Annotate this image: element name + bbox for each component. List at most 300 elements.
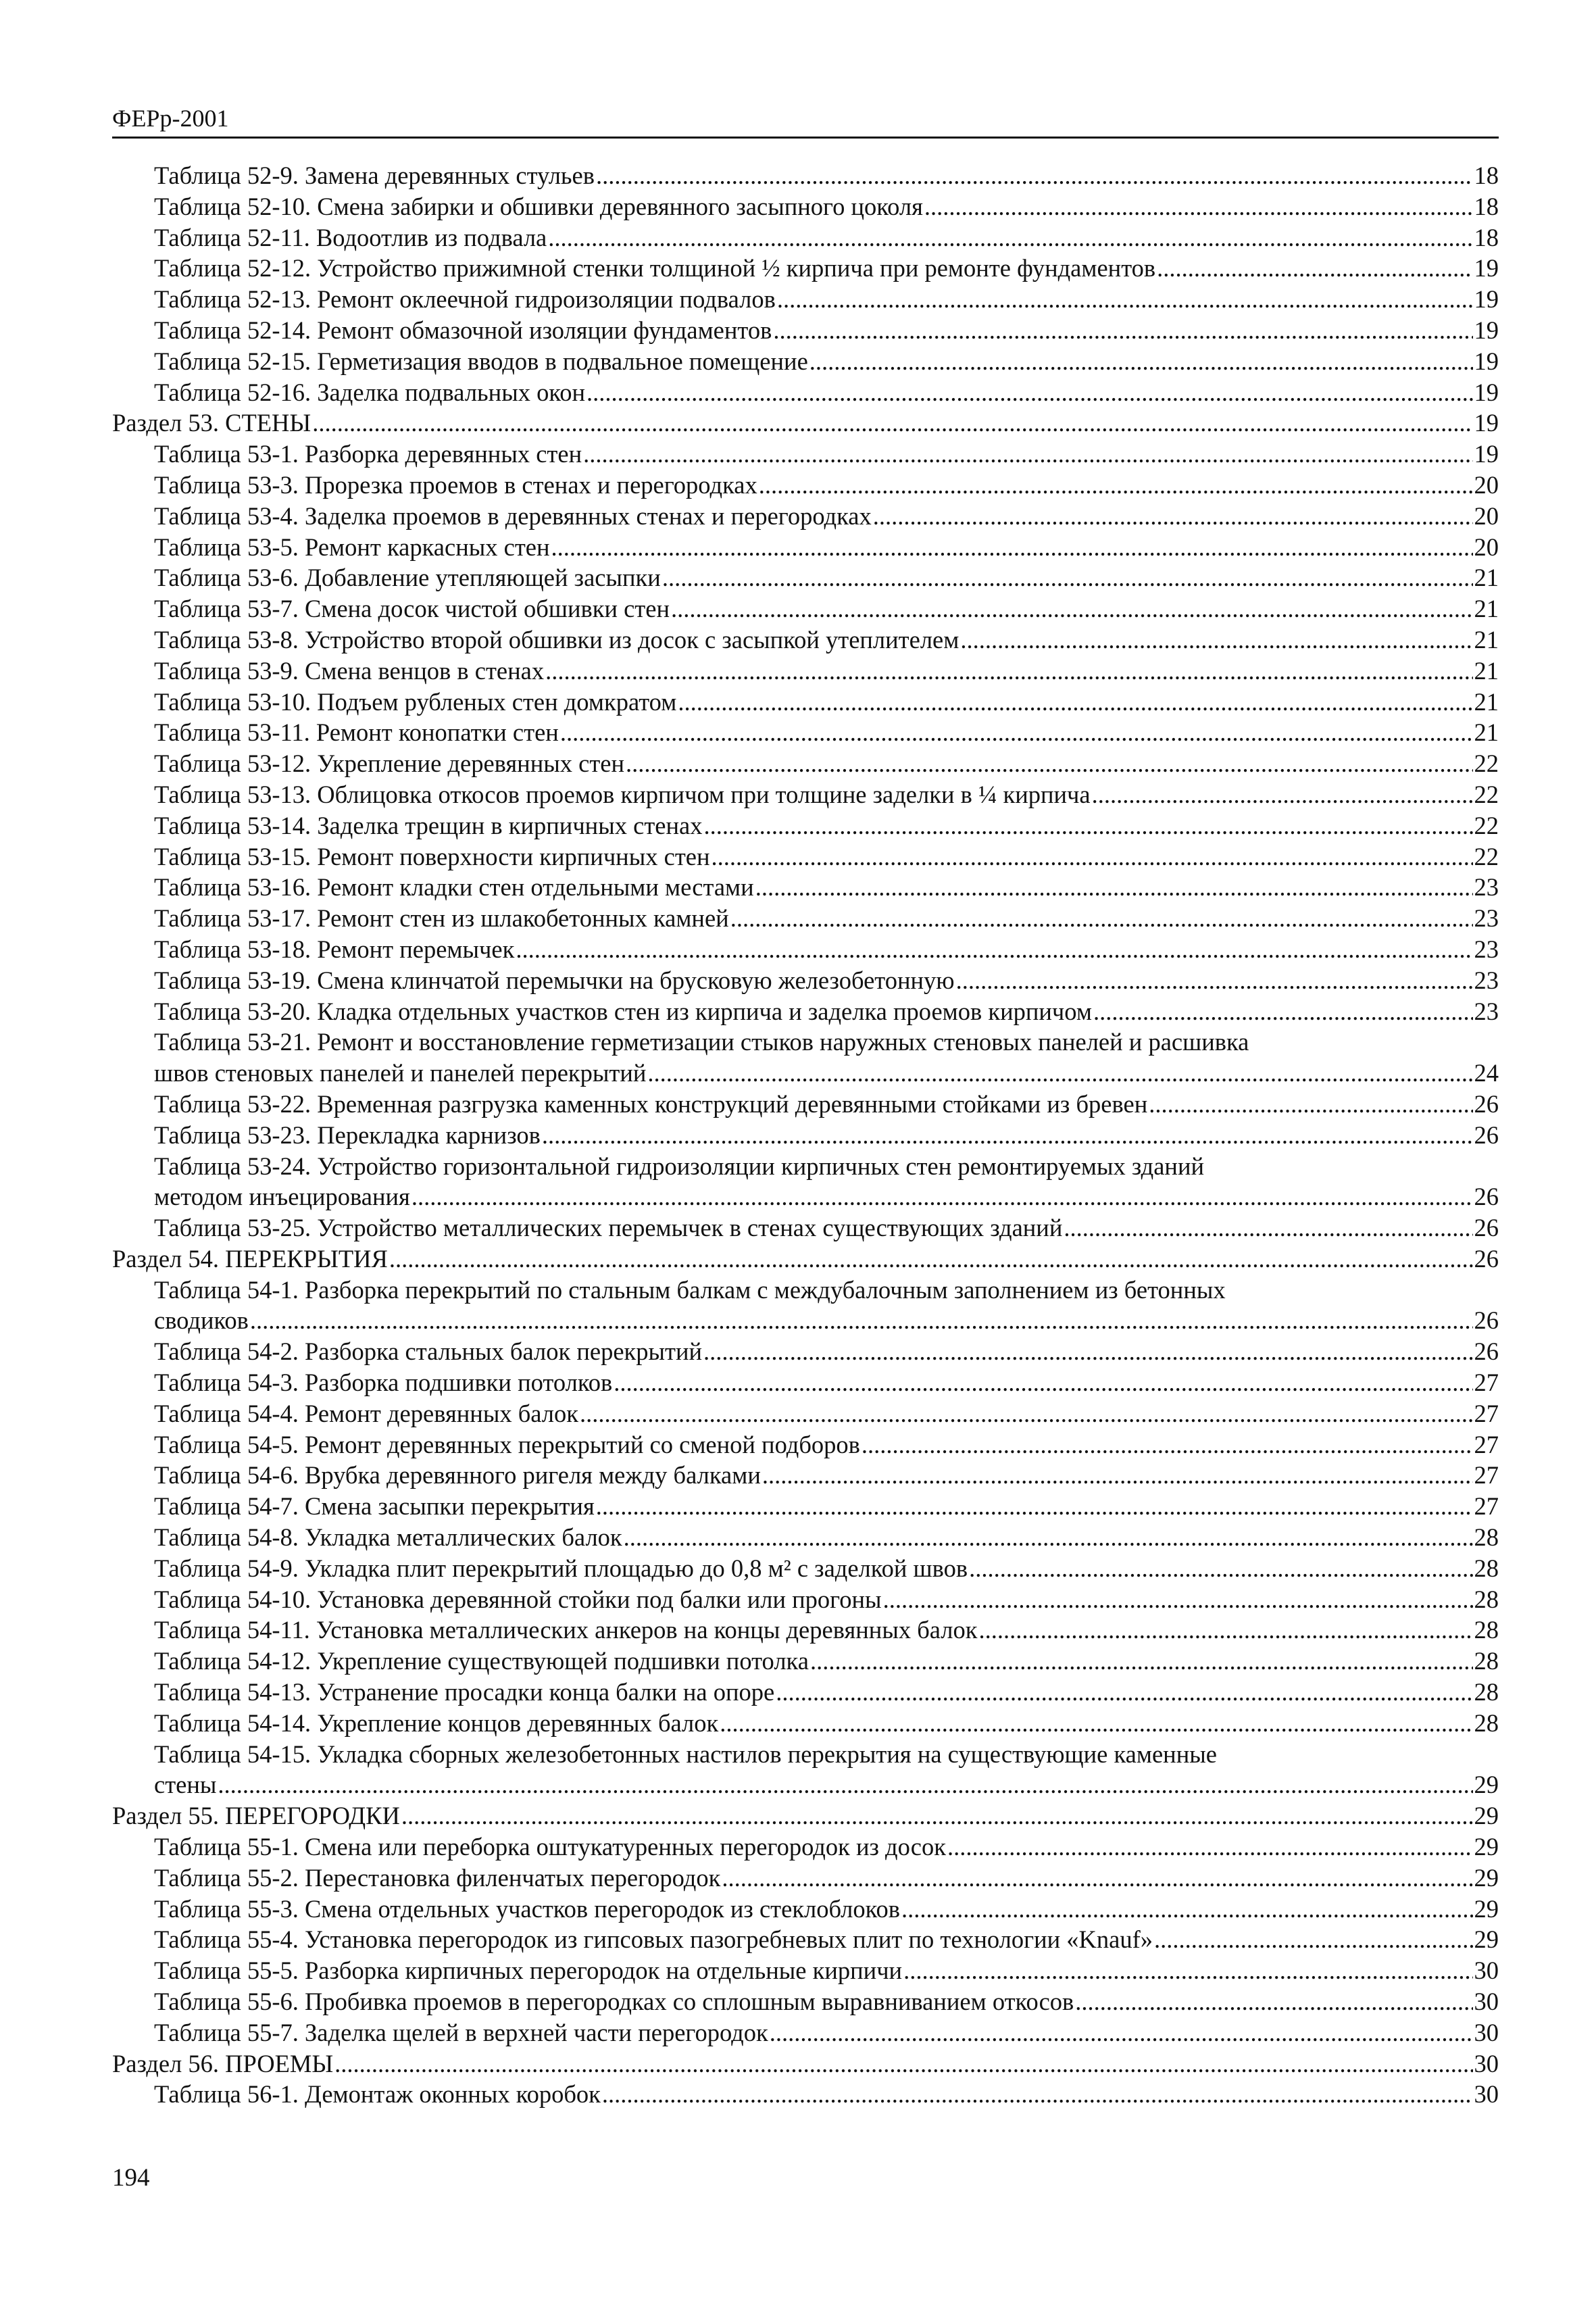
toc-entry-line	[112, 2079, 1499, 2110]
dot-leader	[626, 748, 1472, 779]
toc-table-entry[interactable]	[112, 1367, 1499, 1398]
toc-entry-line	[112, 377, 1499, 408]
dot-leader	[624, 1522, 1473, 1553]
toc-entry-page-number: 24	[1474, 1059, 1499, 1087]
dot-leader	[730, 903, 1473, 934]
toc-entry-page-number: 23	[1474, 966, 1499, 994]
toc-entry-line	[112, 532, 1499, 563]
toc-entry-line	[112, 748, 1499, 779]
toc-entry-line	[112, 1955, 1499, 1986]
toc-entry-line	[112, 1398, 1499, 1429]
toc-entry-title: Таблица 53-16. Ремонт кладки стен отдельными местами	[154, 873, 754, 902]
toc-table-entry[interactable]	[112, 717, 1499, 748]
toc-entry-line	[112, 1986, 1499, 2017]
dot-leader	[312, 408, 1472, 439]
toc-entry-page-number: 29	[1474, 1863, 1499, 1892]
toc-entry-title: Раздел 54. ПЕРЕКРЫТИЯ	[112, 1244, 388, 1273]
toc-entry-title: Таблица 53-20. Кладка отдельных участков стен из кирпича и заделка проемов кирпичом	[154, 997, 1092, 1025]
toc-entry-page-number: 27	[1474, 1399, 1499, 1427]
toc-entry-title: Таблица 54-11. Установка металлических анкеров на концы деревянных балок	[154, 1616, 978, 1644]
toc-entry-title: Таблица 52-9. Замена деревянных стульев	[154, 162, 595, 189]
toc-table-entry[interactable]	[112, 996, 1499, 1027]
toc-table-entry[interactable]	[112, 1212, 1499, 1244]
toc-entry-title: Таблица 53-9. Смена венцов в стенах	[154, 656, 545, 685]
toc-entry-page-number: 29	[1474, 1925, 1499, 1954]
document-code: ФЕРр-2001	[112, 105, 229, 132]
toc-entry-page-number: 19	[1474, 254, 1499, 282]
dot-leader	[545, 656, 1472, 687]
toc-entry-title: Таблица 54-3. Разборка подшивки потолков	[154, 1369, 613, 1397]
dot-leader	[1075, 1986, 1472, 2017]
dot-leader	[587, 377, 1472, 408]
toc-entry-title: Таблица 54-2. Разборка стальных балок перекрытий	[154, 1337, 703, 1366]
toc-entry-title: Таблица 52-14. Ремонт обмазочной изоляции фундаментов	[154, 316, 772, 344]
toc-entry-line	[112, 253, 1499, 284]
toc-entry-line	[112, 2017, 1499, 2048]
toc-entry-line	[112, 996, 1499, 1027]
toc-entry-page-number: 28	[1474, 1616, 1499, 1644]
dot-leader	[602, 2079, 1473, 2110]
toc-entry-line	[112, 687, 1499, 718]
toc-table-entry[interactable]	[112, 624, 1499, 656]
dot-leader	[662, 562, 1473, 593]
toc-entry-page-number: 28	[1474, 1585, 1499, 1613]
dot-leader	[671, 593, 1473, 624]
toc-entry-page-number: 18	[1474, 223, 1499, 251]
toc-table-entry[interactable]	[112, 1429, 1499, 1460]
toc-table-entry[interactable]	[112, 593, 1499, 624]
toc-section-entry[interactable]	[112, 1244, 1499, 1275]
toc-entry-page-number: 19	[1474, 440, 1499, 468]
toc-entry-line	[112, 470, 1499, 501]
dot-leader	[883, 1584, 1473, 1615]
dot-leader	[960, 624, 1472, 656]
dot-leader	[924, 191, 1473, 222]
toc-table-entry[interactable]	[112, 1986, 1499, 2017]
toc-entry-page-number: 28	[1474, 1554, 1499, 1582]
toc-entry-page-number: 27	[1474, 1369, 1499, 1397]
toc-entry-page-number: 19	[1474, 347, 1499, 375]
dot-leader	[947, 1831, 1473, 1863]
toc-entry-line	[112, 1831, 1499, 1863]
toc-entry-line	[112, 1522, 1499, 1553]
dot-leader	[873, 501, 1473, 532]
toc-table-entry[interactable]	[112, 191, 1499, 222]
toc-table-entry[interactable]	[112, 315, 1499, 346]
toc-entry-title: Таблица 55-7. Заделка щелей в верхней части перегородок	[154, 2018, 768, 2046]
toc-entry-title: Таблица 53-13. Облицовка откосов проемов кирпичом при толщине заделки в ¼ кирпича	[154, 780, 1091, 808]
dot-leader	[678, 687, 1472, 718]
toc-entry-line	[112, 222, 1499, 253]
toc-entry-page-number: 28	[1474, 1647, 1499, 1675]
toc-entry-page-number: 27	[1474, 1461, 1499, 1490]
dot-leader	[1092, 779, 1473, 810]
toc-table-entry[interactable]	[112, 222, 1499, 253]
toc-table-entry[interactable]	[112, 1739, 1499, 1801]
dot-leader	[777, 284, 1473, 315]
toc-table-entry[interactable]	[112, 501, 1499, 532]
toc-entry-page-number: 26	[1474, 1089, 1499, 1118]
toc-entry-page-number: 30	[1474, 1956, 1499, 1985]
toc-entry-line	[112, 841, 1499, 872]
dot-leader	[412, 1181, 1473, 1212]
toc-entry-title-first-line: Таблица 53-24. Устройство горизонтальной гидроизоляции кирпичных стен ремонтируемых зданий	[154, 1152, 1205, 1180]
toc-entry-title: Таблица 53-11. Ремонт конопатки стен	[154, 718, 559, 747]
toc-section-entry[interactable]	[112, 1800, 1499, 1831]
toc-table-entry[interactable]	[112, 872, 1499, 903]
toc-table-entry[interactable]	[112, 1924, 1499, 1955]
toc-entry-title-first-line: Таблица 54-15. Укладка сборных железобетонных настилов перекрытия на существующие каменные	[154, 1740, 1217, 1768]
dot-leader	[580, 1398, 1472, 1429]
toc-table-entry[interactable]	[112, 470, 1499, 501]
toc-entry-page-number: 23	[1474, 997, 1499, 1025]
toc-entry-page-number: 26	[1474, 1244, 1499, 1273]
dot-leader	[759, 470, 1473, 501]
toc-entry-title: Таблица 55-4. Установка перегородок из гипсовых пазогребневых плит по технологии «Knauf»	[154, 1925, 1153, 1954]
toc-entry-title: Таблица 53-23. Перекладка карнизов	[154, 1121, 541, 1149]
toc-table-entry[interactable]	[112, 377, 1499, 408]
toc-table-entry[interactable]	[112, 779, 1499, 810]
toc-entry-page-number: 29	[1474, 1771, 1499, 1799]
toc-entry-title: Таблица 53-1. Разборка деревянных стен	[154, 440, 582, 468]
toc-table-entry[interactable]	[112, 965, 1499, 996]
toc-entry-title: стены	[154, 1771, 217, 1799]
toc-entry-line	[112, 717, 1499, 748]
toc-entry-title: Таблица 53-3. Прорезка проемов в стенах и перегородках	[154, 470, 757, 499]
toc-entry-page-number: 21	[1474, 718, 1499, 747]
toc-entry-title: Раздел 53. СТЕНЫ	[112, 409, 311, 437]
toc-entry-page-number: 30	[1474, 2049, 1499, 2077]
toc-entry-title-first-line: Таблица 54-1. Разборка перекрытий по стальным балкам с междубалочным заполнением из бетонных	[154, 1275, 1226, 1304]
toc-table-entry[interactable]	[112, 284, 1499, 315]
toc-entry-page-number: 26	[1474, 1121, 1499, 1149]
toc-entry-title: Таблица 52-12. Устройство прижимной стенки толщиной ½ кирпича при ремонте фундаментов	[154, 254, 1156, 282]
toc-entry-title: Таблица 53-4. Заделка проемов в деревянных стенах и перегородках	[154, 501, 872, 530]
toc-entry-page-number: 29	[1474, 1894, 1499, 1923]
toc-entry-line	[112, 965, 1499, 996]
toc-entry-page-number: 19	[1474, 378, 1499, 406]
toc-entry-line	[112, 1181, 1499, 1212]
toc-entry-page-number: 23	[1474, 935, 1499, 963]
toc-table-entry[interactable]	[112, 2017, 1499, 2048]
toc-table-entry[interactable]	[112, 1491, 1499, 1522]
toc-entry-page-number: 22	[1474, 780, 1499, 808]
toc-entry-page-number: 27	[1474, 1492, 1499, 1521]
toc-entry-line	[112, 1800, 1499, 1831]
toc-entry-page-number: 26	[1474, 1214, 1499, 1242]
toc-entry-line	[112, 810, 1499, 841]
toc-table-entry[interactable]	[112, 1398, 1499, 1429]
toc-entry-title: Таблица 54-7. Смена засыпки перекрытия	[154, 1492, 595, 1521]
toc-entry-title: Таблица 54-14. Укрепление концов деревянных балок	[154, 1708, 719, 1737]
toc-entry-title: Таблица 53-6. Добавление утепляющей засыпки	[154, 564, 661, 592]
toc-entry-line	[112, 779, 1499, 810]
toc-entry-page-number: 21	[1474, 595, 1499, 623]
toc-entry-title: Таблица 53-8. Устройство второй обшивки из досок с засыпкой утеплителем	[154, 625, 959, 654]
toc-table-entry[interactable]	[112, 160, 1499, 191]
toc-entry-line	[112, 1120, 1499, 1151]
toc-entry-title: Таблица 54-13. Устранение просадки конца балки на опоре	[154, 1678, 775, 1706]
dot-leader	[548, 222, 1472, 253]
toc-entry-line	[112, 1708, 1499, 1739]
dot-leader	[776, 1677, 1472, 1708]
toc-table-entry[interactable]	[112, 1708, 1499, 1739]
toc-entry-title: Таблица 54-5. Ремонт деревянных перекрытий со сменой подборов	[154, 1430, 860, 1458]
toc-entry-line	[112, 1429, 1499, 1460]
toc-entry-title: Таблица 53-18. Ремонт перемычек	[154, 935, 515, 963]
toc-entry-line	[112, 934, 1499, 965]
toc-table-entry[interactable]	[112, 1831, 1499, 1863]
toc-entry-line	[112, 2048, 1499, 2079]
toc-entry-title: Таблица 53-22. Временная разгрузка каменных конструкций деревянными стойками из бревен	[154, 1089, 1148, 1118]
dot-leader	[334, 2048, 1472, 2079]
toc-entry-title: Таблица 53-25. Устройство металлических перемычек в стенах существующих зданий	[154, 1214, 1063, 1242]
toc-entry-page-number: 23	[1474, 904, 1499, 933]
toc-entry-line	[112, 1336, 1499, 1367]
dot-leader	[596, 160, 1473, 191]
toc-entry-title: Таблица 54-6. Врубка деревянного ригеля между балками	[154, 1461, 761, 1490]
dot-leader	[516, 934, 1472, 965]
toc-entry-page-number: 22	[1474, 842, 1499, 870]
toc-entry-line	[112, 1460, 1499, 1491]
toc-table-entry[interactable]	[112, 1089, 1499, 1120]
toc-entry-page-number: 21	[1474, 625, 1499, 654]
dot-leader	[1149, 1089, 1472, 1120]
toc-entry-page-number: 22	[1474, 811, 1499, 839]
toc-entry-line	[112, 346, 1499, 377]
toc-table-entry[interactable]	[112, 1863, 1499, 1894]
toc-table-entry[interactable]	[112, 1275, 1499, 1337]
dot-leader	[770, 2017, 1473, 2048]
toc-table-entry[interactable]	[112, 748, 1499, 779]
toc-table-entry[interactable]	[112, 1894, 1499, 1925]
toc-entry-line	[112, 501, 1499, 532]
toc-table-entry[interactable]	[112, 687, 1499, 718]
toc-entry-line	[112, 439, 1499, 470]
toc-entry-line	[112, 903, 1499, 934]
toc-entry-line	[112, 1244, 1499, 1275]
toc-entry-page-number: 18	[1474, 162, 1499, 189]
dot-leader	[809, 346, 1473, 377]
dot-leader	[773, 315, 1472, 346]
dot-leader	[703, 810, 1472, 841]
toc-entry-line	[112, 1646, 1499, 1677]
toc-entry-page-number: 26	[1474, 1306, 1499, 1335]
toc-entry-line	[112, 1924, 1499, 1955]
dot-leader	[647, 1058, 1472, 1089]
toc-entry-title: Таблица 55-5. Разборка кирпичных перегородок на отдельные кирпичи	[154, 1956, 903, 1985]
toc-entry-line	[112, 315, 1499, 346]
dot-leader	[762, 1460, 1473, 1491]
toc-entry-page-number: 30	[1474, 1988, 1499, 2016]
toc-table-entry[interactable]	[112, 1646, 1499, 1677]
toc-entry-line	[112, 624, 1499, 656]
dot-leader	[901, 1894, 1472, 1925]
running-header	[112, 103, 1499, 139]
toc-table-entry[interactable]	[112, 810, 1499, 841]
toc-entry-page-number: 26	[1474, 1183, 1499, 1211]
toc-entry-title: Таблица 53-14. Заделка трещин в кирпичных стенах	[154, 811, 703, 839]
toc-entry-line	[112, 1491, 1499, 1522]
toc-entry-line	[112, 656, 1499, 687]
toc-entry-title: Таблица 55-3. Смена отдельных участков перегородок из стеклоблоков	[154, 1894, 901, 1923]
dot-leader	[862, 1429, 1473, 1460]
toc-entry-page-number: 28	[1474, 1523, 1499, 1552]
dot-leader	[218, 1769, 1472, 1800]
toc-entry-title: Таблица 54-10. Установка деревянной стойки под балки или прогоны	[154, 1585, 882, 1613]
dot-leader	[250, 1305, 1473, 1336]
dot-leader	[551, 532, 1473, 563]
toc-entry-page-number: 29	[1474, 1833, 1499, 1861]
toc-entry-title: Таблица 52-15. Герметизация вводов в подвальное помещение	[154, 347, 808, 375]
toc-entry-page-number: 19	[1474, 409, 1499, 437]
toc-entry-page-number: 28	[1474, 1678, 1499, 1706]
dot-leader	[583, 439, 1472, 470]
toc-entry-line	[112, 1212, 1499, 1244]
toc-entry-line	[112, 1553, 1499, 1584]
toc-table-entry[interactable]	[112, 1120, 1499, 1151]
toc-entry-line	[112, 593, 1499, 624]
toc-entry-title: Таблица 52-11. Водоотлив из подвала	[154, 223, 547, 251]
toc-entry-page-number: 29	[1474, 1802, 1499, 1830]
toc-table-entry[interactable]	[112, 439, 1499, 470]
toc-entry-title: Таблица 53-5. Ремонт каркасных стен	[154, 533, 550, 561]
dot-leader	[1064, 1212, 1472, 1244]
dot-leader	[560, 717, 1473, 748]
toc-table-entry[interactable]	[112, 1151, 1499, 1213]
toc-table-entry[interactable]	[112, 1615, 1499, 1646]
toc-table-entry[interactable]	[112, 2079, 1499, 2110]
toc-entry-line	[112, 872, 1499, 903]
toc-entry-page-number: 21	[1474, 687, 1499, 716]
toc-table-entry[interactable]	[112, 1553, 1499, 1584]
toc-entry-line	[112, 191, 1499, 222]
toc-entry-page-number: 22	[1474, 749, 1499, 778]
toc-table-entry[interactable]	[112, 841, 1499, 872]
toc-entry-line	[112, 1863, 1499, 1894]
toc-entry-page-number: 27	[1474, 1430, 1499, 1458]
toc-section-entry[interactable]	[112, 2048, 1499, 2079]
toc-table-entry[interactable]	[112, 656, 1499, 687]
toc-entry-title-first-line: Таблица 53-21. Ремонт и восстановление герметизации стыков наружных стеновых панелей и расшивка	[154, 1028, 1249, 1056]
toc-table-entry[interactable]	[112, 1460, 1499, 1491]
table-of-contents	[112, 160, 1499, 2110]
toc-table-entry[interactable]	[112, 1336, 1499, 1367]
toc-entry-title: Таблица 53-10. Подъем рубленых стен домкратом	[154, 687, 677, 716]
dot-leader	[614, 1367, 1472, 1398]
toc-table-entry[interactable]	[112, 1027, 1499, 1089]
dot-leader	[1093, 996, 1473, 1027]
toc-table-entry[interactable]	[112, 1677, 1499, 1708]
toc-entry-title: Таблица 54-4. Ремонт деревянных балок	[154, 1399, 579, 1427]
toc-entry-line	[112, 1058, 1499, 1089]
toc-entry-page-number: 21	[1474, 656, 1499, 685]
toc-entry-page-number: 20	[1474, 533, 1499, 561]
dot-leader	[401, 1800, 1473, 1831]
toc-entry-title: Таблица 52-16. Заделка подвальных окон	[154, 378, 586, 406]
toc-entry-line	[112, 1584, 1499, 1615]
toc-entry-page-number: 30	[1474, 2080, 1499, 2109]
dot-leader	[389, 1244, 1473, 1275]
toc-entry-page-number: 19	[1474, 285, 1499, 314]
toc-entry-title: Таблица 53-19. Смена клинчатой перемычки на брусковую железобетонную	[154, 966, 955, 994]
toc-table-entry[interactable]	[112, 1522, 1499, 1553]
toc-entry-page-number: 18	[1474, 192, 1499, 220]
toc-entry-title: сводиков	[154, 1306, 249, 1335]
toc-entry-title: Таблица 55-6. Пробивка проемов в перегородках со сплошным выравниванием откосов	[154, 1988, 1074, 2016]
dot-leader	[703, 1336, 1472, 1367]
toc-table-entry[interactable]	[112, 1955, 1499, 1986]
toc-entry-page-number: 20	[1474, 501, 1499, 530]
toc-entry-title: Таблица 55-2. Перестановка филенчатых перегородок	[154, 1863, 721, 1892]
toc-table-entry[interactable]	[112, 934, 1499, 965]
toc-entry-page-number: 30	[1474, 2018, 1499, 2046]
toc-entry-page-number: 19	[1474, 316, 1499, 344]
toc-entry-line	[112, 1305, 1499, 1336]
toc-entry-line	[112, 562, 1499, 593]
toc-entry-title: Таблица 52-13. Ремонт оклеечной гидроизоляции подвалов	[154, 285, 776, 314]
toc-entry-title: Раздел 56. ПРОЕМЫ	[112, 2049, 334, 2077]
toc-table-entry[interactable]	[112, 346, 1499, 377]
dot-leader	[903, 1955, 1472, 1986]
toc-entry-title: Таблица 56-1. Демонтаж оконных коробок	[154, 2080, 601, 2109]
toc-entry-page-number: 26	[1474, 1337, 1499, 1366]
dot-leader	[722, 1863, 1472, 1894]
toc-entry-title: методом инъецирования	[154, 1183, 410, 1211]
toc-entry-page-number: 20	[1474, 470, 1499, 499]
dot-leader	[1157, 253, 1472, 284]
toc-entry-title: Таблица 54-12. Укрепление существующей подшивки потолка	[154, 1647, 809, 1675]
toc-entry-line	[112, 1769, 1499, 1800]
toc-entry-line	[112, 1677, 1499, 1708]
dot-leader	[542, 1120, 1473, 1151]
toc-entry-title: Раздел 55. ПЕРЕГОРОДКИ	[112, 1802, 400, 1830]
toc-table-entry[interactable]	[112, 253, 1499, 284]
dot-leader	[956, 965, 1473, 996]
toc-entry-line	[112, 1615, 1499, 1646]
dot-leader	[969, 1553, 1472, 1584]
toc-table-entry[interactable]	[112, 903, 1499, 934]
toc-entry-page-number: 23	[1474, 873, 1499, 902]
dot-leader	[1154, 1924, 1473, 1955]
toc-entry-title: Таблица 53-15. Ремонт поверхности кирпичных стен	[154, 842, 710, 870]
toc-entry-line	[112, 1089, 1499, 1120]
toc-entry-line	[112, 284, 1499, 315]
toc-entry-title: Таблица 54-9. Укладка плит перекрытий площадью до 0,8 м² с заделкой швов	[154, 1554, 968, 1582]
toc-entry-title: Таблица 55-1. Смена или переборка оштукатуренных перегородок из досок	[154, 1833, 946, 1861]
toc-entry-title: Таблица 53-17. Ремонт стен из шлакобетонных камней	[154, 904, 729, 933]
dot-leader	[810, 1646, 1473, 1677]
toc-entry-title: Таблица 53-12. Укрепление деревянных стен	[154, 749, 625, 778]
dot-leader	[979, 1615, 1473, 1646]
toc-table-entry[interactable]	[112, 532, 1499, 563]
page-number: 194	[112, 2164, 150, 2192]
dot-leader	[596, 1491, 1473, 1522]
toc-entry-line	[112, 1894, 1499, 1925]
toc-table-entry[interactable]	[112, 1584, 1499, 1615]
dot-leader	[712, 841, 1473, 872]
toc-entry-title: Таблица 53-7. Смена досок чистой обшивки стен	[154, 595, 670, 623]
toc-section-entry[interactable]	[112, 408, 1499, 439]
toc-entry-page-number: 28	[1474, 1708, 1499, 1737]
toc-entry-line	[112, 1367, 1499, 1398]
toc-entry-title: Таблица 54-8. Укладка металлических балок	[154, 1523, 622, 1552]
toc-table-entry[interactable]	[112, 562, 1499, 593]
toc-entry-title: Таблица 52-10. Смена забирки и обшивки деревянного засыпного цоколя	[154, 192, 923, 220]
dot-leader	[720, 1708, 1472, 1739]
dot-leader	[755, 872, 1473, 903]
toc-entry-line	[112, 160, 1499, 191]
